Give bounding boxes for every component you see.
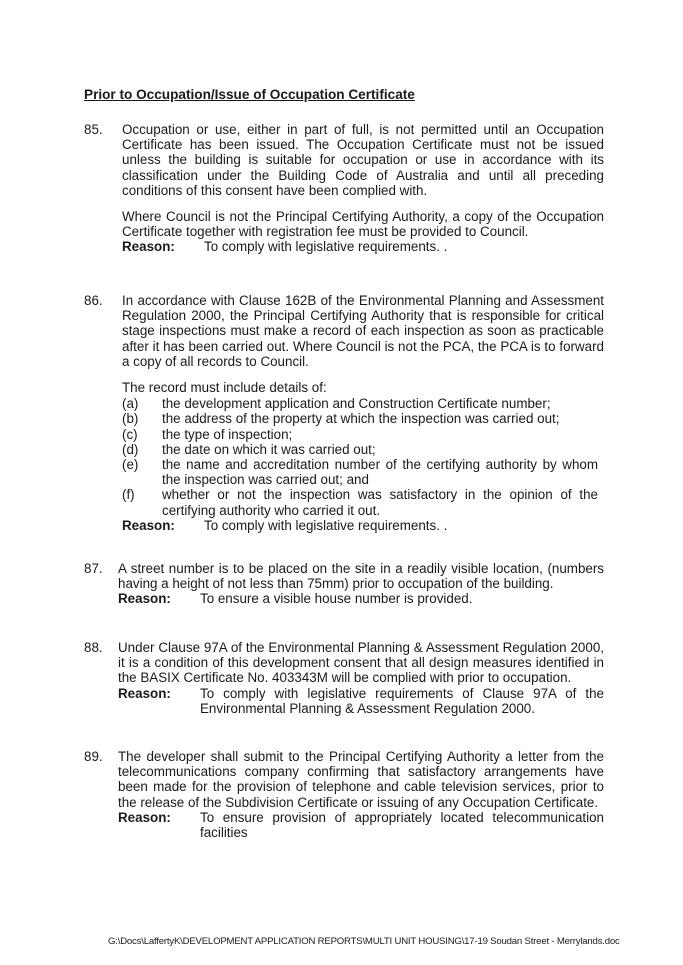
condition-text-2: Where Council is not the Principal Certifying Authority, a copy of the Occupation Certificate together with registration fee must be provided to Council. bbox=[122, 209, 604, 240]
item-text: the date on which it was carried out; bbox=[162, 441, 376, 457]
reason-text: To ensure provision of appropriately located telecommunication facilities bbox=[200, 809, 604, 841]
section-heading: Prior to Occupation/Issue of Occupation Certificate bbox=[84, 87, 415, 102]
reason-text: To comply with legislative requirements. . bbox=[204, 517, 448, 533]
reason-label: Reason: bbox=[122, 239, 175, 255]
condition-number: 88. bbox=[84, 640, 103, 655]
item-label: (d) bbox=[122, 441, 139, 457]
condition-text: Occupation or use, either in part of full, is not permitted until an Occupation Certificate has been issued. The Occupation Certificate must not be issued unless the building is suitable for occupation or use in accordance with its classification under the Building Code of Australia and until all preceding conditions of this consent have been complied with. bbox=[122, 122, 604, 198]
reason-label: Reason: bbox=[122, 517, 175, 533]
reason-row bbox=[122, 518, 604, 533]
record-list bbox=[122, 396, 598, 518]
condition-number: 86. bbox=[84, 293, 103, 308]
item-text: the development application and Construction Certificate number; bbox=[162, 396, 551, 412]
item-label: (b) bbox=[122, 411, 139, 427]
list-item bbox=[122, 457, 598, 487]
condition-87 bbox=[84, 561, 604, 607]
item-label: (f) bbox=[122, 487, 135, 503]
list-item bbox=[122, 487, 598, 517]
condition-text: In accordance with Clause 162B of the Environmental Planning and Assessment Regulation 2000, the Principal Certifying Authority that is responsible for critical stage inspections must make a record of each inspection as soon as practicable after it has been carried out. Where Council is not the PCA, the PCA is to forward a copy of all records to Council. bbox=[122, 293, 604, 369]
condition-number: 87. bbox=[84, 561, 103, 576]
condition-text: A street number is to be placed on the site in a readily visible location, (numbers having a height of not less than 75mm) prior to occupation of the building. bbox=[118, 561, 604, 592]
item-label: (a) bbox=[122, 396, 139, 412]
item-label: (e) bbox=[122, 457, 139, 473]
reason-text: To comply with legislative requirements. . bbox=[204, 239, 448, 255]
reason-row bbox=[118, 810, 604, 840]
file-path-footer: G:\Docs\LaffertyK\DEVELOPMENT APPLICATION REPORTS\MULTI UNIT HOUSING\17-19 Soudan Street - Merrylands.doc bbox=[108, 936, 620, 947]
condition-number: 85. bbox=[84, 122, 103, 137]
item-text: the address of the property at which the inspection was carried out; bbox=[162, 411, 560, 427]
reason-label: Reason: bbox=[118, 685, 171, 701]
reason-label: Reason: bbox=[118, 809, 171, 825]
condition-number: 89. bbox=[84, 749, 103, 764]
reason-label: Reason: bbox=[118, 591, 171, 607]
reason-row bbox=[118, 591, 604, 606]
list-item bbox=[122, 427, 598, 442]
list-item bbox=[122, 396, 598, 411]
reason-row bbox=[118, 686, 604, 716]
item-label: (c) bbox=[122, 426, 138, 442]
reason-text: To ensure a visible house number is provided. bbox=[200, 591, 473, 607]
list-item bbox=[122, 442, 598, 457]
condition-text: Under Clause 97A of the Environmental Planning & Assessment Regulation 2000, it is a condition of this development consent that all design measures identified in the BASIX Certificate No. 403343M will be complied with prior to occupation. bbox=[118, 640, 604, 686]
item-text: whether or not the inspection was satisfactory in the opinion of the certifying authority who carried it out. bbox=[162, 487, 598, 518]
item-text: the type of inspection; bbox=[162, 426, 293, 442]
condition-89 bbox=[84, 749, 604, 840]
condition-text: The developer shall submit to the Principal Certifying Authority a letter from the telecommunications company confirming that satisfactory arrangements have been made for the provision of telephone and cable television services, prior to the release of the Subdivision Certificate or issuing of any Occupation Certificate. bbox=[118, 749, 604, 810]
list-item bbox=[122, 411, 598, 426]
reason-row bbox=[122, 239, 604, 254]
record-intro: The record must include details of: bbox=[122, 380, 327, 396]
reason-text: To comply with legislative requirements of Clause 97A of the Environmental Planning & Assessment Regulation 2000. bbox=[200, 685, 604, 716]
condition-88 bbox=[84, 640, 604, 716]
condition-85 bbox=[84, 122, 604, 255]
item-text: the name and accreditation number of the certifying authority by whom the inspection was carried out; and bbox=[162, 457, 598, 488]
condition-86 bbox=[84, 293, 604, 533]
